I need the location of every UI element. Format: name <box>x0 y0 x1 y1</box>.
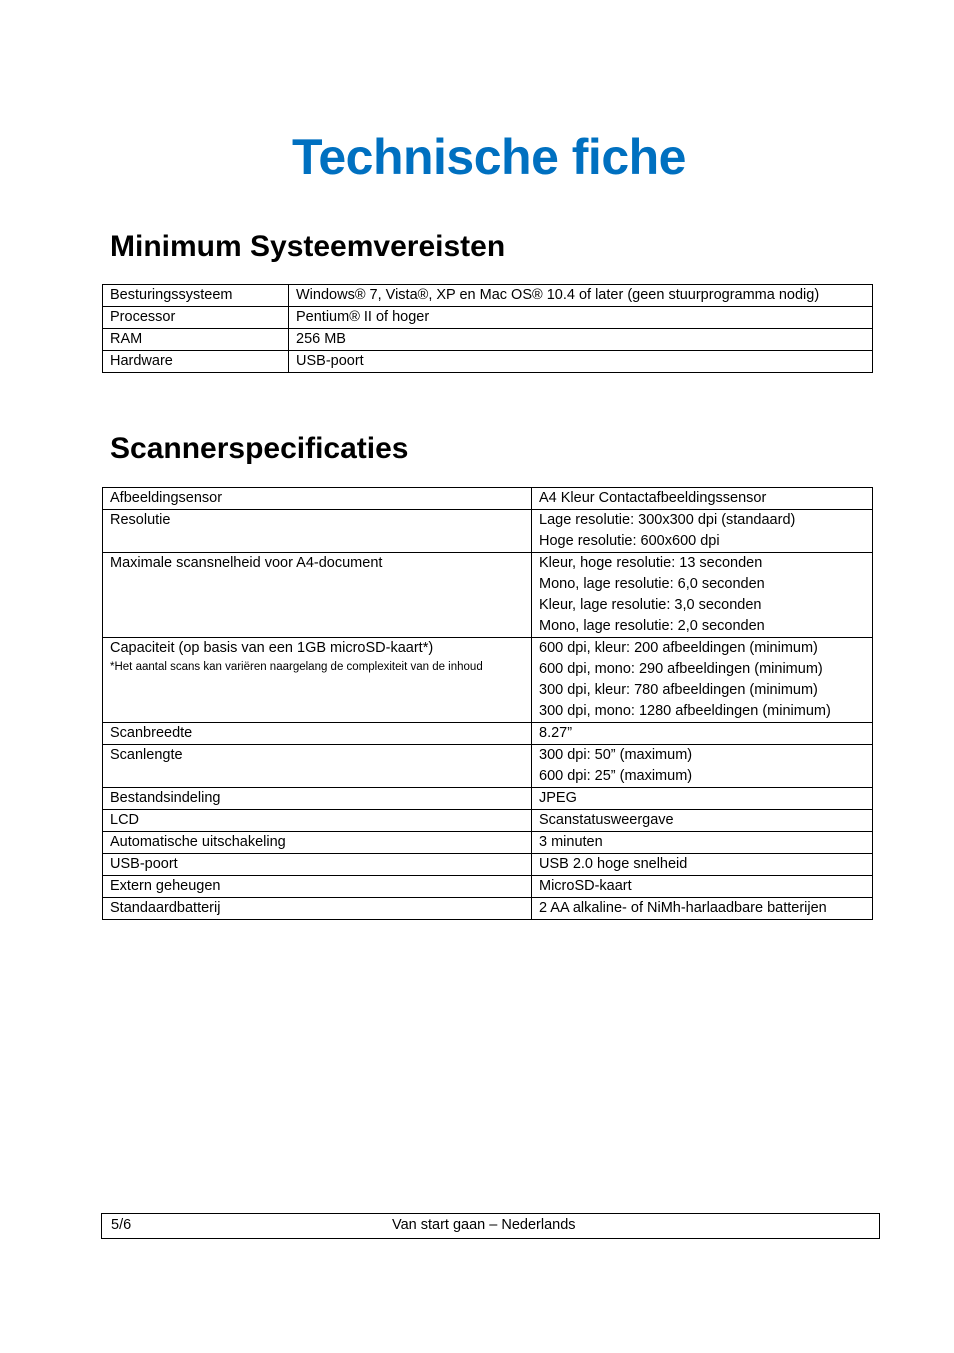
table-row <box>103 285 873 307</box>
spec-label: Afbeeldingsensor <box>103 488 532 510</box>
spec-value <box>532 745 873 788</box>
spec-value <box>532 832 873 854</box>
spec-value-line: 600 dpi, kleur: 200 afbeeldingen (minimum) <box>539 640 818 656</box>
spec-value <box>532 723 873 745</box>
spec-value-line: Mono, lage resolutie: 2,0 seconden <box>539 618 765 634</box>
spec-value <box>532 788 873 810</box>
spec-value-line: 300 dpi, kleur: 780 afbeeldingen (minimum) <box>539 682 818 698</box>
sysreq-heading: Minimum Systeemvereisten <box>110 230 506 263</box>
sysreq-label: Processor <box>103 307 289 329</box>
page-title: Technische fiche <box>292 129 686 185</box>
spec-value <box>532 854 873 876</box>
page-footer <box>101 1213 880 1239</box>
spec-label: Scanlengte <box>103 745 532 788</box>
spec-value-line: 3 minuten <box>539 834 603 850</box>
spec-value-line: Scanstatusweergave <box>539 812 674 828</box>
footer-text: Van start gaan – Nederlands <box>392 1217 576 1233</box>
table-row <box>103 638 873 723</box>
sysreq-value: Pentium® II of hoger <box>289 307 873 329</box>
spec-value <box>532 876 873 898</box>
table-row <box>103 553 873 638</box>
spec-label <box>103 638 532 723</box>
table-row <box>103 788 873 810</box>
spec-label: Standaardbatterij <box>103 898 532 920</box>
spec-value-line: 300 dpi, mono: 1280 afbeeldingen (minimum) <box>539 703 831 719</box>
table-row <box>103 898 873 920</box>
spec-value-line: Kleur, hoge resolutie: 13 seconden <box>539 555 763 571</box>
spec-value <box>532 553 873 638</box>
table-row <box>103 307 873 329</box>
spec-value-line: Lage resolutie: 300x300 dpi (standaard) <box>539 512 796 528</box>
spec-value-line: 300 dpi: 50” (maximum) <box>539 747 693 763</box>
sysreq-value: 256 MB <box>289 329 873 351</box>
spec-value <box>532 488 873 510</box>
table-row <box>103 488 873 510</box>
table-row <box>103 329 873 351</box>
spec-label: Automatische uitschakeling <box>103 832 532 854</box>
specs-table <box>102 487 873 920</box>
sysreq-value: Windows® 7, Vista®, XP en Mac OS® 10.4 of later (geen stuurprogramma nodig) <box>289 285 873 307</box>
spec-value-line: 8.27” <box>539 725 573 741</box>
spec-label: Bestandsindeling <box>103 788 532 810</box>
sysreq-table <box>102 284 873 373</box>
spec-value-line: JPEG <box>539 790 577 806</box>
table-row <box>103 510 873 553</box>
spec-value-line: Hoge resolutie: 600x600 dpi <box>539 533 720 549</box>
spec-footnote: *Het aantal scans kan variëren naargelang de complexiteit van de inhoud <box>110 661 483 673</box>
spec-label: Extern geheugen <box>103 876 532 898</box>
table-row <box>103 745 873 788</box>
spec-value-line: Kleur, lage resolutie: 3,0 seconden <box>539 597 762 613</box>
spec-value-line: 600 dpi: 25” (maximum) <box>539 768 693 784</box>
table-row <box>103 854 873 876</box>
table-row <box>103 723 873 745</box>
spec-label: LCD <box>103 810 532 832</box>
sysreq-label: Hardware <box>103 351 289 373</box>
table-row <box>103 832 873 854</box>
sysreq-value: USB-poort <box>289 351 873 373</box>
spec-value-line: 2 AA alkaline- of NiMh-harlaadbare batterijen <box>539 900 827 916</box>
table-row <box>103 876 873 898</box>
spec-label: Scanbreedte <box>103 723 532 745</box>
spec-value <box>532 810 873 832</box>
spec-value <box>532 638 873 723</box>
spec-label: Maximale scansnelheid voor A4-document <box>103 553 532 638</box>
table-row <box>103 810 873 832</box>
table-row <box>103 351 873 373</box>
spec-label: USB-poort <box>103 854 532 876</box>
sysreq-label: RAM <box>103 329 289 351</box>
spec-value-line: Mono, lage resolutie: 6,0 seconden <box>539 576 765 592</box>
spec-value <box>532 510 873 553</box>
spec-value-line: 600 dpi, mono: 290 afbeeldingen (minimum) <box>539 661 823 677</box>
spec-value-line: A4 Kleur Contactafbeeldingssensor <box>539 490 767 506</box>
page-number: 5/6 <box>111 1217 132 1233</box>
sysreq-label: Besturingssysteem <box>103 285 289 307</box>
specs-heading: Scannerspecificaties <box>110 432 409 465</box>
spec-label: Resolutie <box>103 510 532 553</box>
spec-value-line: MicroSD-kaart <box>539 878 632 894</box>
spec-label-text: Capaciteit (op basis van een 1GB microSD-kaart*) <box>110 640 434 656</box>
spec-value <box>532 898 873 920</box>
spec-value-line: USB 2.0 hoge snelheid <box>539 856 688 872</box>
